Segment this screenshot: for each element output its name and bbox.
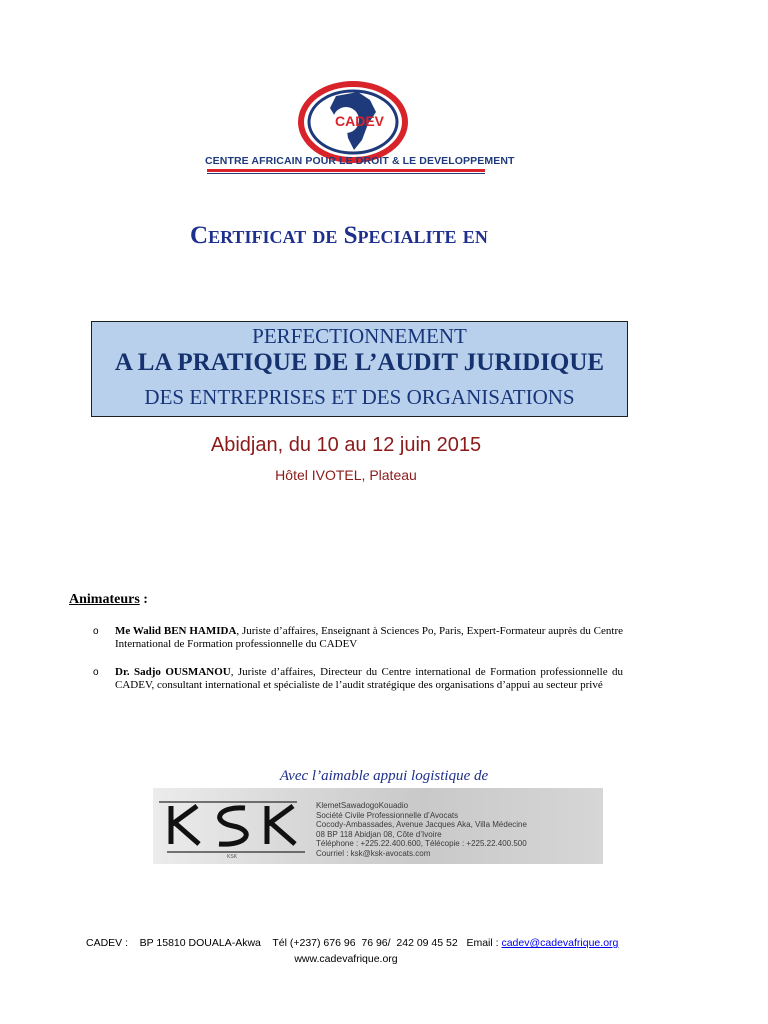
bullet-icon: o [93, 667, 99, 678]
animateur-description: , Juriste d’affaires, Directeur du Centre international de Formation professionnelle du CADEV, consultant international et spécialiste de l’audit stratégique des organisations d’appui au secteur privé [115, 666, 624, 691]
sponsor-banner [153, 788, 603, 864]
certificate-title [190, 222, 488, 250]
ksk-logo [157, 792, 307, 860]
sponsor-line: 08 BP 118 Abidjan 08, Côte d’Ivoire [316, 829, 442, 839]
footer-website[interactable]: www.cadevafrique.org [294, 953, 398, 965]
sponsor-line: Courriel : ksk@ksk-avocats.com [316, 848, 431, 858]
sponsor-details [316, 801, 527, 859]
event-date: Abidjan, du 10 au 12 juin 2015 [210, 434, 482, 456]
event-venue: Hôtel IVOTEL, Plateau [275, 467, 417, 483]
title-part-2: pecialite en [357, 222, 488, 249]
logo-caption: CENTRE AFRICAIN POUR LE DROIT & LE DEVELOPPEMENT [205, 155, 515, 167]
ksk-logo-text: KSK [226, 854, 238, 860]
support-line: Avec l’aimable appui logistique de [279, 768, 489, 784]
sponsor-line: Société Civile Professionnelle d’Avocats [316, 810, 459, 820]
title-part-1: ertificat de [208, 222, 344, 249]
sponsor-line: KlemetSawadogoKouadio [316, 801, 409, 810]
sponsor-line: Cocody-Ambassades, Avenue Jacques Aka, Villa Médecine [316, 820, 527, 830]
title-initial-s: S [343, 222, 358, 249]
animateurs-heading-colon: : [139, 592, 148, 607]
footer-address: CADEV : BP 15810 DOUALA-Akwa Tél (+237) 676 96 76 96/ 242 09 45 52 Email : [86, 937, 502, 949]
title-initial-c: C [190, 222, 209, 249]
course-line-3: DES ENTREPRISES ET DES ORGANISATIONS [144, 385, 575, 409]
course-line-1: PERFECTIONNEMENT [252, 324, 467, 348]
animateur-name: Dr. Sadjo OUSMANOU [115, 666, 231, 678]
logo-brand-text: CADEV [335, 113, 385, 129]
logo-divider-blue [207, 173, 485, 174]
course-line-2: A LA PRATIQUE DE L’AUDIT JURIDIQUE [114, 349, 605, 376]
course-title-box [91, 321, 628, 417]
sponsor-line: Téléphone : +225.22.400.600, Télécopie : +225.22.400.500 [316, 839, 527, 849]
animateur-name: Me Walid BEN HAMIDA [115, 625, 237, 637]
footer-email-link[interactable]: cadev@cadevafrique.org [501, 937, 619, 949]
footer-contact [86, 937, 618, 949]
animateur-item [115, 625, 623, 651]
logo-divider-red [207, 169, 485, 172]
animateur-item [115, 666, 623, 692]
animateurs-heading [69, 592, 148, 608]
cadev-logo [296, 78, 410, 166]
bullet-icon: o [93, 626, 99, 637]
animateurs-heading-label: Animateurs [69, 592, 140, 607]
animateur-description: , Juriste d’affaires, Enseignant à Sciences Po, Paris, Expert-Formateur auprès du Centre International de Formation professionnelle du CADEV [115, 625, 623, 650]
